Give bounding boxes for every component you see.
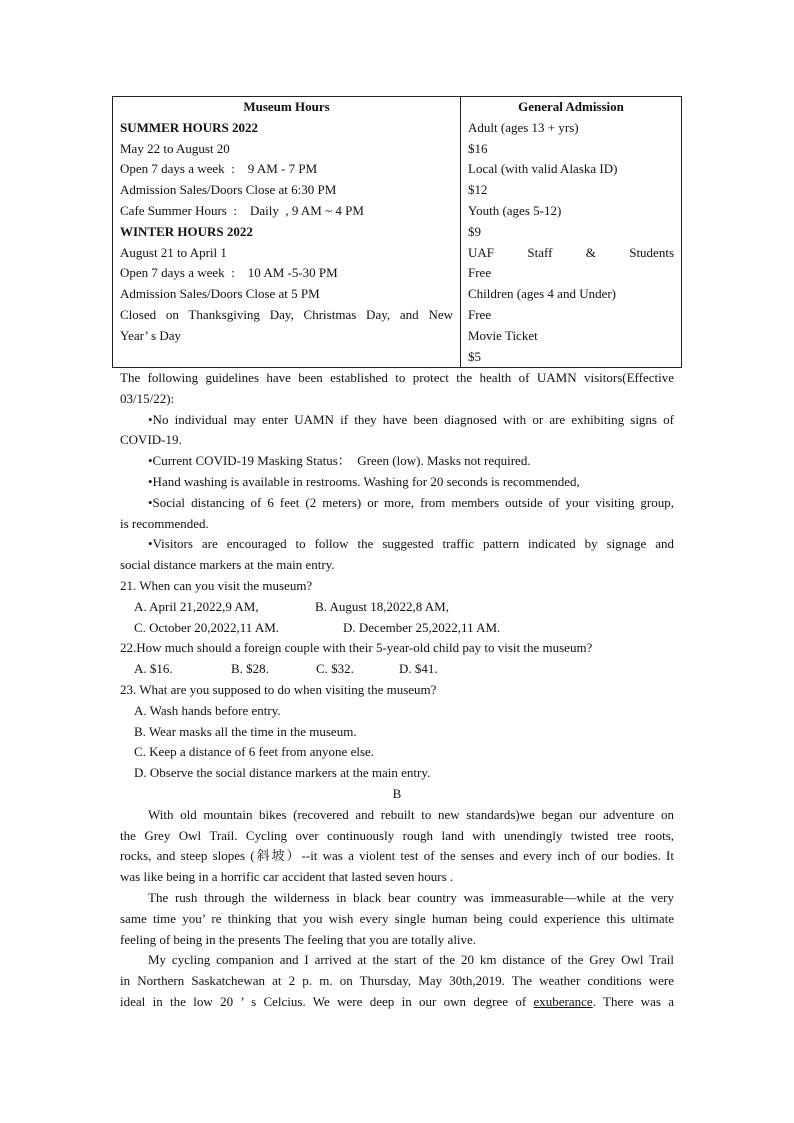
text: ideal in the low 20 ’ s Celcius. We were deep in our own degree of [120,993,534,1009]
museum-hours-header: Museum Hours [243,99,330,114]
guideline-bullet: social distance markers at the main entry. [120,557,335,573]
paragraph-line: the Grey Owl Trail. Cycling over continuously rough land with unendingly twisted tree roots, [120,827,674,843]
guidelines-intro: The following guidelines have been established to protect the health of UAMN visitors(Effective [120,370,674,385]
admission-row: Movie Ticket [468,327,538,343]
guideline-bullet: •Social distancing of 6 feet (2 meters) or more, from members outside of your visiting group, [148,494,674,510]
guideline-bullet: is recommended. [120,515,209,531]
general-admission-header: General Admission [518,99,624,114]
question-22: 22.How much should a foreign couple with their 5-year-old child pay to visit the museum? [120,640,593,656]
paragraph-line [120,992,674,1013]
hours-row: SUMMER HOURS 2022 [120,119,258,135]
option: C. $32. [316,661,354,677]
guidelines-intro: 03/15/22): [120,390,175,406]
hours-row: Open 7 days a week : 9 AM - 7 PM [120,161,318,177]
underlined-word: exuberance [533,993,593,1009]
admission-row: UAF Staff & Students [468,244,674,260]
admission-row: $9 [468,223,481,239]
hours-row: May 22 to August 20 [120,140,230,156]
guideline-bullet: •Current COVID-19 Masking Status： Green (low). Masks not required. [148,453,531,469]
admission-row: $12 [468,182,488,198]
general-admission-column [461,97,681,367]
option: A. Wash hands before entry. [134,702,281,718]
question-21: 21. When can you visit the museum? [120,577,313,593]
option: C. Keep a distance of 6 feet from anyone else. [134,744,375,760]
hours-row: Cafe Summer Hours : Daily , 9 AM ~ 4 PM [120,202,364,218]
guideline-bullet: COVID-19. [120,432,182,448]
guideline-bullet: •Visitors are encouraged to follow the suggested traffic pattern indicated by signage and [148,536,674,552]
question-23: 23. What are you supposed to do when visiting the museum? [120,681,437,697]
paragraph-line: feeling of being in the presents The feeling that you are totally alive. [120,931,477,947]
paragraph-line: was like being in a horrific car accident that lasted seven hours . [120,869,454,885]
admission-row: Adult (ages 13 + yrs) [468,119,579,135]
option: D. Observe the social distance markers at the main entry. [134,765,431,781]
option: D. $41. [399,661,438,677]
paragraph-line: My cycling companion and I arrived at the start of the 20 km distance of the Grey Owl Trail [148,952,674,968]
hours-row: Admission Sales/Doors Close at 5 PM [120,286,320,302]
option: B. August 18,2022,8 AM, [315,598,449,614]
guideline-bullet: •No individual may enter UAMN if they have been diagnosed with or are exhibiting signs of [148,411,674,427]
hours-row: Open 7 days a week : 10 AM -5-30 PM [120,265,338,281]
option: A. April 21,2022,9 AM, [134,598,259,614]
paragraph-line: rocks, and steep slopes (斜坡）--it was a violent test of the senses and every inch of our bodies. It [120,848,674,864]
option: C. October 20,2022,11 AM. [134,619,280,635]
hours-row: Closed on Thanksgiving Day, Christmas Day, and New [120,306,453,322]
hours-row: Year’ s Day [120,327,182,343]
admission-row: $5 [468,348,481,364]
paragraph-line: The rush through the wilderness in black bear country was immeasurable—while at the very [148,889,674,905]
option: D. December 25,2022,11 AM. [343,619,501,635]
option: B. $28. [231,661,269,677]
option: B. Wear masks all the time in the museum. [134,723,357,739]
section-b-heading: B [392,785,402,801]
admission-row: Children (ages 4 and Under) [468,286,617,302]
text: . There was a [592,993,674,1009]
admission-row: $16 [468,140,488,156]
document-body [120,368,674,1013]
museum-info-table [112,96,682,368]
admission-row: Local (with valid Alaska ID) [468,161,618,177]
museum-hours-column [113,97,461,367]
question-21-options [120,597,674,618]
admission-row: Free [468,265,492,281]
hours-row: WINTER HOURS 2022 [120,223,253,239]
question-22-options [120,659,674,680]
question-21-options [120,618,674,639]
paragraph-line: in Northern Saskatchewan at 2 p. m. on Thursday, May 30th,2019. The weather conditions were [120,973,674,989]
hours-row: August 21 to April 1 [120,244,227,260]
paragraph-line: With old mountain bikes (recovered and rebuilt to new standards)we began our adventure on [148,806,674,822]
hours-row: Admission Sales/Doors Close at 6:30 PM [120,182,337,198]
admission-row: Free [468,306,492,322]
option: A. $16. [134,661,173,677]
paragraph-line: same time you’ re thinking that you wish every single human being could experience this ultimate [120,910,674,926]
guideline-bullet: •Hand washing is available in restrooms. Washing for 20 seconds is recommended, [148,473,580,489]
admission-row: Youth (ages 5-12) [468,202,562,218]
